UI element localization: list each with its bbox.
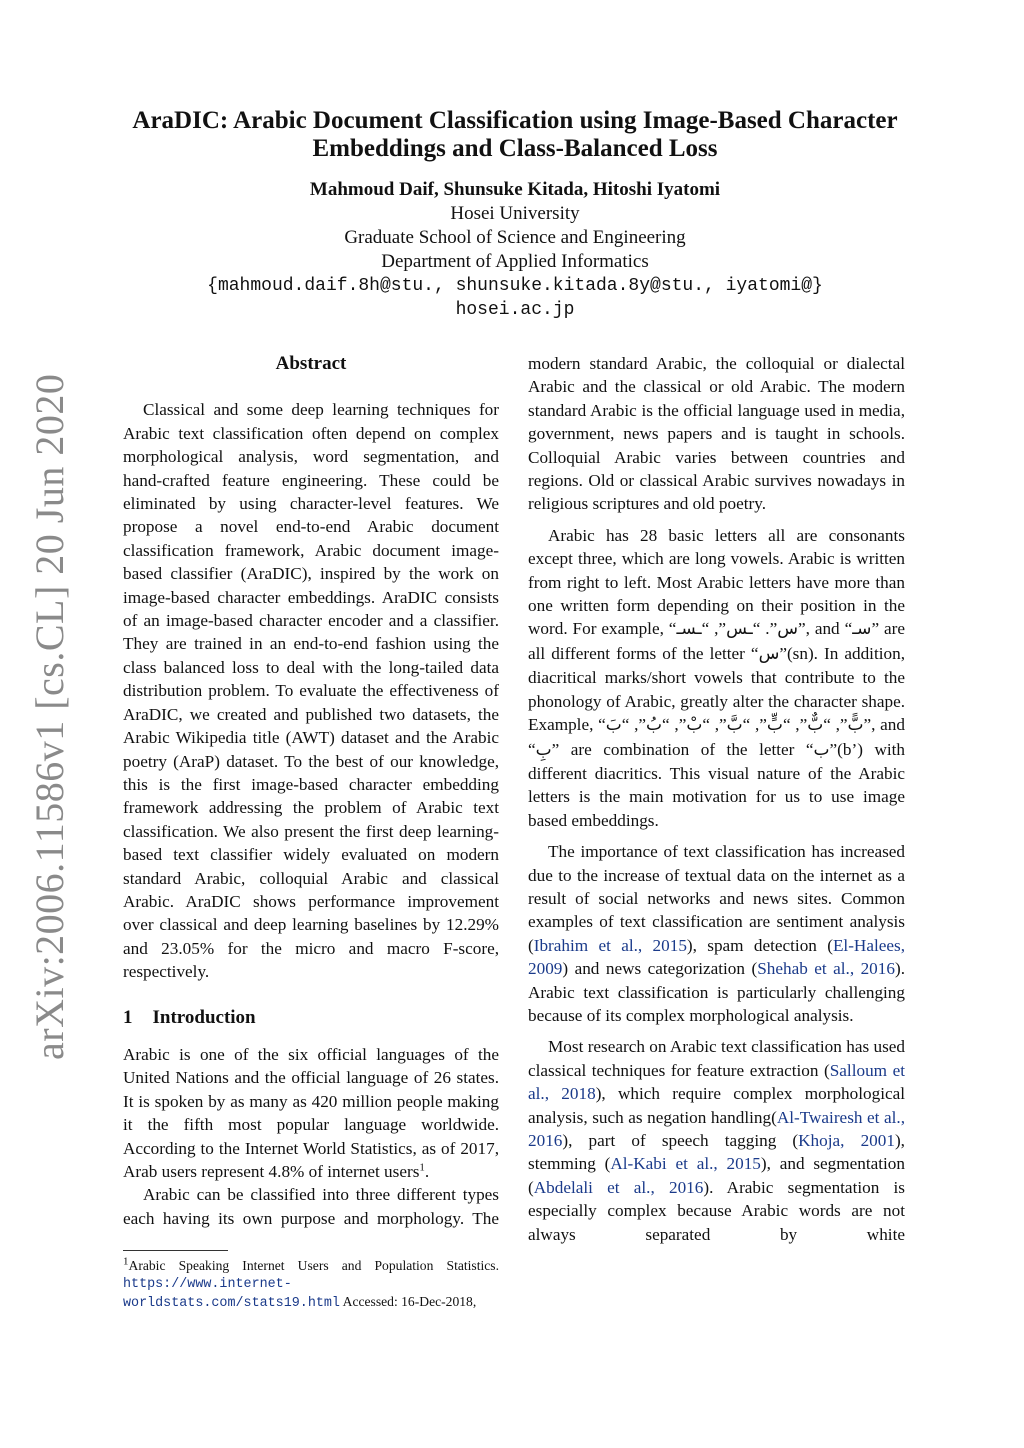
left-column bbox=[123, 352, 499, 1312]
citation-link[interactable]: Al-Kabi et al., 2015 bbox=[610, 1154, 761, 1174]
citation-link[interactable]: Ibrahim et al., 2015 bbox=[533, 935, 687, 955]
intro-p1-text: Arabic is one of the six official languages of the United Nations and the official language of 26 states. It is spoken by as many as 420 million people making it the fifth most popular language worldwide. According to the Internet World Statistics, as of 2017, Arab users represent 4.8% of internet users bbox=[123, 1044, 499, 1181]
arabic-letter: ـس bbox=[726, 619, 753, 640]
paper-title bbox=[120, 107, 910, 163]
right-paragraph-2: Arabic has 28 basic letters all are consonants except three, which are long vowels. Arabic is written from right to left. Most Arabic letters have more than one written form depending on their position in the word. For example, “ س”. “ـس”, “ـسـ ”, and “سـ” are all different forms of the letter “س”(sn). In addition, diacritical marks/short vowels that contribute to the phonology of Arabic, greatly alter the character shape. Example, “ بًّ”, “بٌّ”, “بٍّ”, “بَّ”, “بْ”, “بُ”, “بَ ”, and “بِ” are combination of the letter “ب”(b’) with different diacritics. This visual nature of the Arabic letters is the main motivation for us to use image based embeddings. bbox=[528, 525, 906, 830]
title-line-1: AraDIC: Arabic Document Classification using Image-Based Character bbox=[132, 107, 898, 134]
right-paragraph-4: Most research on Arabic text classification has used classical techniques for feature extraction (Salloum et al., 2018), which require complex morphological analysis, such as negation handling(Al-Twairesh et al., 2016), part of speech tagging (Khoja, 2001), stemming (Al-Kabi et al., 2015), and segmentation (Abdelali et al., 2016). Arabic segmentation is especially complex because Arabic words are not always separated by white bbox=[528, 1037, 906, 1244]
arxiv-identifier: arXiv:2006.11586v1 [cs.CL] 20 Jun 2020 bbox=[27, 373, 72, 1060]
title-line-2: Embeddings and Class-Balanced Loss bbox=[312, 135, 718, 162]
citation-link[interactable]: Khoja, 2001 bbox=[798, 1131, 895, 1150]
footnote-accessed: Accessed: 16-Dec-2018, bbox=[342, 1294, 477, 1310]
right-paragraph-1: modern standard Arabic, the colloquial or dialectal Arabic and the classical or old Arabic. The modern standard Arabic is the official language used in media, government, news papers and is taught in schools. Colloquial Arabic varies between countries and regions. Old or classical Arabic survives nowadays in religious scriptures and old poetry. bbox=[528, 354, 905, 514]
right-column bbox=[528, 352, 905, 1246]
arabic-letter: بٍّ bbox=[766, 715, 783, 736]
footnote-marker[interactable]: 1 bbox=[419, 1161, 425, 1174]
right-paragraph-3: The importance of text classification has increased due to the increase of textual data on the internet as a result of social networks and news sites. Common examples of text classification are sentiment analysis (Ibrahim et al., 2015), spam detection (El-Halees, 2009) and news categorization (Shehab et al., 2016). Arabic text classification is particularly challenging because of its complex morphological analysis. bbox=[528, 842, 905, 1025]
arabic-letter: بًّ bbox=[847, 715, 864, 736]
abstract-text: Classical and some deep learning techniques for Arabic text classification often depend on complex morphological analysis, word segmentation, and hand-crafted feature engineering. These could be eliminated by using character-level features. We propose a novel end-to-end Arabic document classification framework, Arabic document image-based classifier (AraDIC), inspired by the work on image-based character embeddings. AraDIC consists of an image-based character encoder and a classifier. They are trained in an end-to-end fashion using the class balanced loss to deal with the long-tailed data distribution problem. To evaluate the effectiveness of AraDIC, we created and published two datasets, the Arabic Wikipedia title (AWT) dataset and the Arabic poetry (AraP) dataset. To the best of our knowledge, this is the first image-based character embedding framework addressing the problem of Arabic text classification. We also present the first deep learning-based text classifier widely evaluated on modern standard Arabic, colloquial Arabic and classical Arabic. AraDIC shows performance improvement over classical and deep learning baselines by 12.29% and 23.05% for the micro and macro F-score, respectively. bbox=[123, 400, 499, 982]
affiliation-school: Graduate School of Science and Engineering bbox=[344, 227, 686, 248]
author-emails: {mahmoud.daif.8h@stu., shunsuke.kitada.8y@stu., iyatomi@} bbox=[207, 276, 823, 296]
arabic-letter: بَ bbox=[605, 715, 622, 736]
footnote-text: Arabic Speaking Internet Users and Population Statistics. bbox=[128, 1258, 499, 1274]
footnote bbox=[123, 1257, 499, 1312]
author-block bbox=[120, 178, 910, 322]
citation-link[interactable]: Salloum et al., 2018 bbox=[528, 1060, 905, 1104]
footnote-url-link[interactable]: https://www.internet-worldstats.com/stats19.html bbox=[123, 1277, 340, 1312]
section-title: Introduction bbox=[152, 1006, 256, 1028]
abstract-heading: Abstract bbox=[275, 353, 347, 374]
intro-paragraph-1 bbox=[123, 1043, 499, 1183]
email-domain: hosei.ac.jp bbox=[455, 300, 575, 320]
arabic-letter: بَّ bbox=[726, 715, 743, 736]
affiliation-university: Hosei University bbox=[450, 203, 580, 224]
author-names: Mahmoud Daif, Shunsuke Kitada, Hitoshi Iyatomi bbox=[309, 179, 721, 200]
citation-link[interactable]: Shehab et al., 2016 bbox=[757, 959, 895, 979]
section-number: 1 bbox=[123, 1006, 133, 1028]
footnote-number: 1 bbox=[123, 1255, 129, 1268]
footnote-divider bbox=[123, 1250, 228, 1251]
arabic-letter: س bbox=[777, 619, 798, 640]
affiliation-department: Department of Applied Informatics bbox=[381, 251, 649, 272]
arabic-letter: بٌّ bbox=[807, 715, 824, 736]
arabic-letter: س bbox=[758, 643, 780, 664]
intro-paragraph-2: Arabic can be classified into three different types each having its own purpose and morphology. The bbox=[123, 1185, 499, 1228]
section-heading-introduction bbox=[123, 1006, 499, 1029]
arabic-letter: سـ bbox=[852, 619, 872, 640]
arabic-letter: بِ bbox=[535, 739, 552, 760]
citation-link[interactable]: Al-Twairesh et al., 2016 bbox=[528, 1107, 906, 1150]
arabic-letter: ب bbox=[813, 739, 830, 760]
intro-p1-end: . bbox=[424, 1162, 430, 1181]
arabic-letter: ـسـ bbox=[676, 619, 702, 640]
arabic-letter: بُ bbox=[646, 715, 663, 736]
citation-link[interactable]: El-Halees, 2009 bbox=[528, 935, 905, 979]
citation-link[interactable]: Abdelali et al., 2016 bbox=[533, 1177, 704, 1197]
arabic-letter: بْ bbox=[686, 715, 703, 736]
